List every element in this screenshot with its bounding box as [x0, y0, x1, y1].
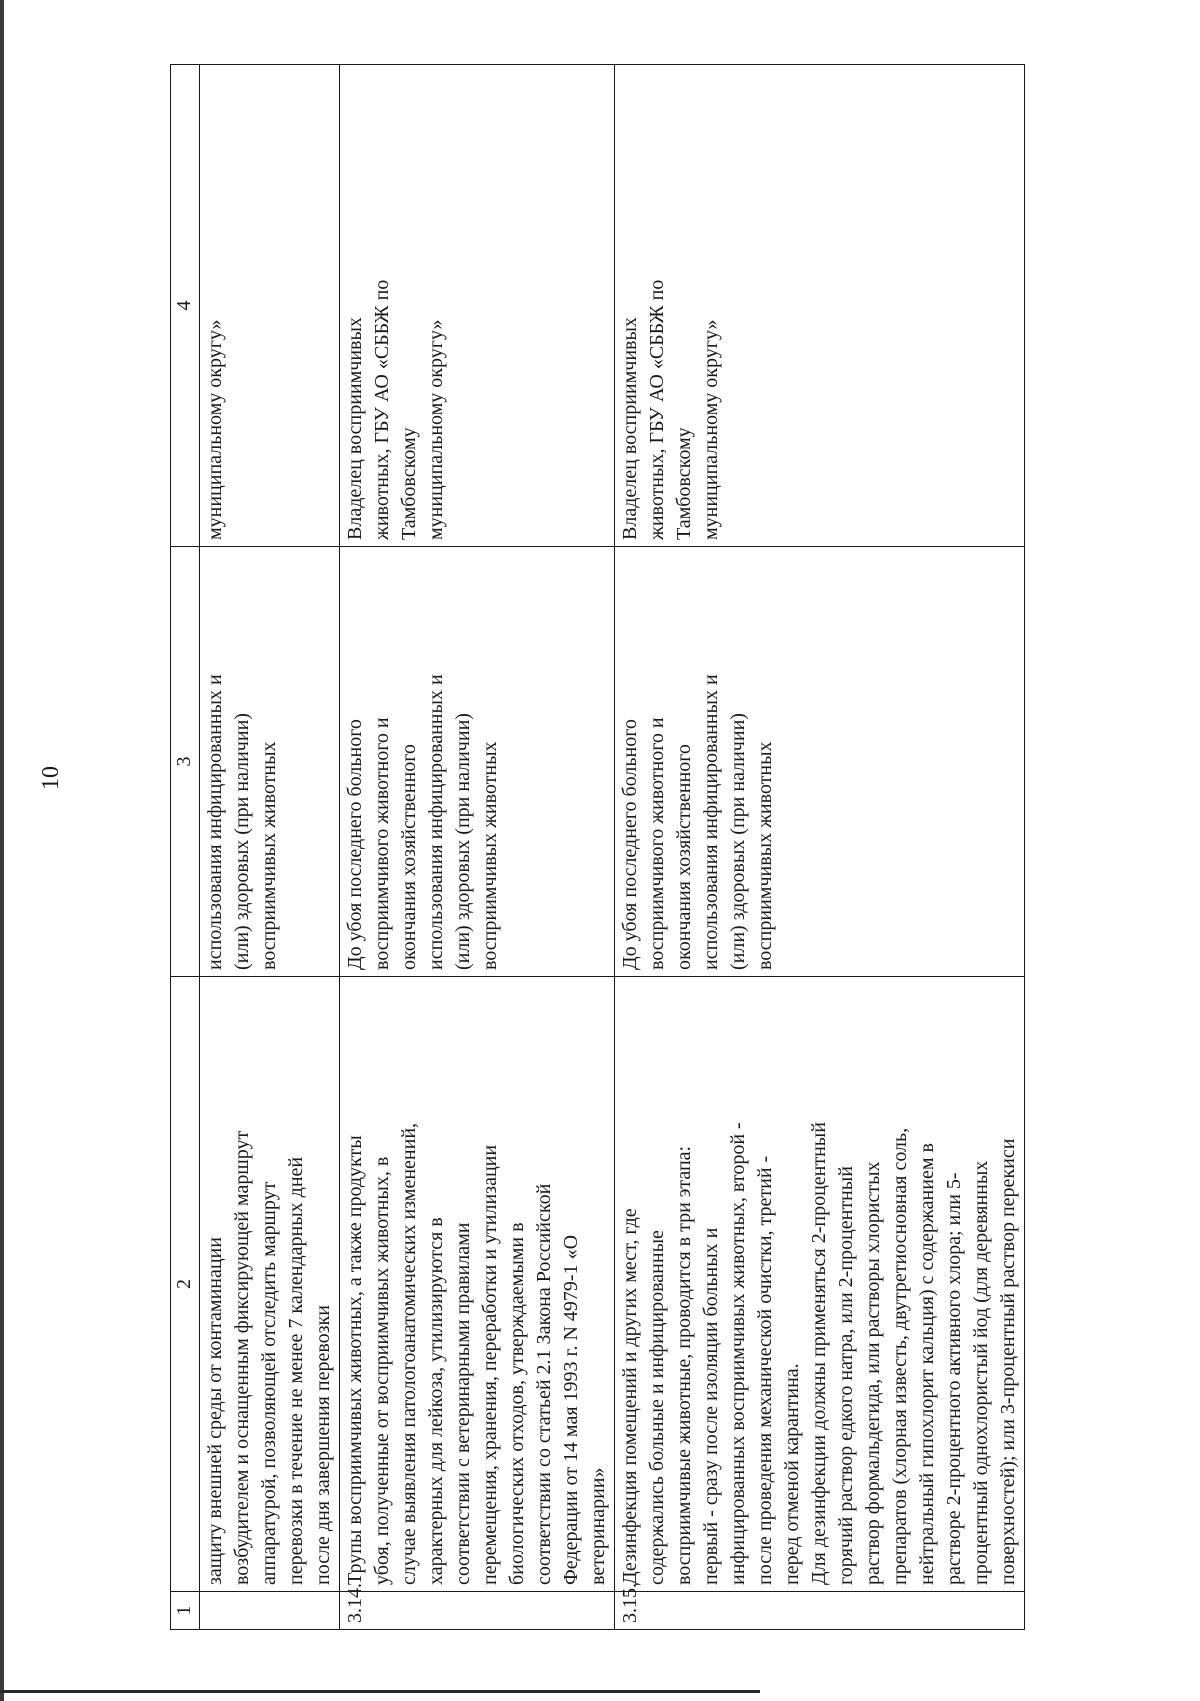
cell-line: растворе 2-процентного активного хлора; или 5- [943, 1172, 965, 1585]
document-table [170, 64, 1025, 1630]
table-cell-col4 [340, 65, 615, 547]
cell-line: соответствии со статьей 2.1 Закона Российской [533, 1183, 555, 1585]
table-cell-col3 [615, 547, 1025, 977]
cell-line: До убоя последнего больного [344, 719, 366, 970]
cell-line: поверхностей); или 3-процентный раствор перекиси [997, 1138, 1019, 1585]
cell-line: первый - сразу после изоляции больных и [700, 1227, 722, 1585]
column-header: 3 [171, 547, 200, 977]
rotated-table-container [170, 65, 1170, 1630]
cell-line: животных, ГБУ АО «СББЖ по [371, 279, 393, 540]
cell-line: использования инфицированных и [425, 674, 447, 970]
cell-line: восприимчивых животных [258, 741, 280, 970]
cell-line: До убоя последнего больного [619, 719, 641, 970]
cell-line: после проведения механической очистки, третий - [754, 1155, 776, 1585]
row-number [200, 1592, 340, 1630]
cell-line: горячий раствор едкого натра, или 2-процентный [835, 1166, 857, 1585]
cell-line: (или) здоровых (при наличии) [452, 713, 474, 970]
table-cell-col3 [340, 547, 615, 977]
row-number: 3.15. [615, 1592, 1025, 1630]
column-header: 4 [171, 65, 200, 547]
cell-line: использования инфицированных и [204, 674, 226, 970]
cell-line: (или) здоровых (при наличии) [727, 713, 749, 970]
cell-line: Для дезинфекции должны применяться 2-процентный [808, 1122, 830, 1585]
cell-line: муниципальному округу» [204, 319, 226, 540]
cell-line: Владелец восприимчивых [344, 317, 366, 540]
cell-line: соответствии с ветеринарными правилами [452, 1222, 474, 1585]
cell-line: препаратов (хлорная известь, двутретиосновная соль, [889, 1127, 911, 1585]
cell-line: использования инфицированных и [700, 674, 722, 970]
cell-line: Тамбовскому [398, 427, 420, 540]
column-header: 1 [171, 1592, 200, 1630]
cell-line: восприимчивые животные, проводится в три этапа: [673, 1145, 695, 1585]
scan-border-bottom [0, 1690, 760, 1693]
cell-line: восприимчивых животных [754, 741, 776, 970]
cell-line: содержались больные и инфицированные [646, 1230, 668, 1585]
table-cell-col3 [200, 547, 340, 977]
cell-line: перед отменой карантина. [781, 1363, 803, 1585]
table-cell-col4 [615, 65, 1025, 547]
cell-line: после дня завершения перевозки [312, 1305, 334, 1585]
cell-line: перевозки в течение не менее 7 календарных дней [285, 1156, 307, 1585]
cell-line: восприимчивого животного и [646, 717, 668, 970]
table-cell-col2 [200, 977, 340, 1592]
cell-line: Трупы восприимчивых животных, а также продукты [344, 1135, 366, 1585]
cell-line: окончания хозяйственного [398, 744, 420, 970]
cell-line: животных, ГБУ АО «СББЖ по [646, 279, 668, 540]
cell-line: восприимчивого животного и [371, 717, 393, 970]
cell-line: восприимчивых животных [479, 741, 501, 970]
table-cell-col2 [615, 977, 1025, 1592]
page-number: 10 [38, 766, 64, 790]
cell-line: муниципальному округу» [700, 319, 722, 540]
table-cell-col2 [340, 977, 615, 1592]
cell-line: окончания хозяйственного [673, 744, 695, 970]
cell-line: перемещения, хранения, переработки и утилизации [479, 1144, 501, 1585]
table-row [340, 65, 615, 1630]
cell-line: ветеринарии» [587, 1467, 609, 1585]
cell-line: Владелец восприимчивых [619, 317, 641, 540]
cell-line: нейтральный гипохлорит кальция) с содержанием в [916, 1143, 938, 1585]
cell-line: биологических отходов, утверждаемыми в [506, 1222, 528, 1585]
table-row [200, 65, 340, 1630]
cell-line: защиту внешней среды от контаминации [204, 1237, 226, 1585]
cell-line: инфицированных восприимчивых животных, второй - [727, 1122, 749, 1585]
cell-line: Дезинфекция помещений и других мест, где [619, 1208, 641, 1585]
table-cell-col4 [200, 65, 340, 547]
column-header: 2 [171, 977, 200, 1592]
cell-line: характерных для лейкоза, утилизируются в [425, 1217, 447, 1585]
cell-line: случае выявления патологоанатомических изменений, [398, 1122, 420, 1585]
cell-line: Тамбовскому [673, 427, 695, 540]
cell-line: (или) здоровых (при наличии) [231, 713, 253, 970]
scan-border [0, 0, 4, 1701]
cell-line: раствор формальдегида, или растворы хлористых [862, 1161, 884, 1585]
cell-line: муниципальному округу» [425, 319, 447, 540]
cell-line: процентный однохлористый йод (для деревянных [970, 1160, 992, 1585]
table-row [615, 65, 1025, 1630]
cell-line: убоя, полученные от восприимчивых животных, в [371, 1156, 393, 1585]
cell-line: возбудителем и оснащенным фиксирующей маршрут [231, 1130, 253, 1585]
table-header-row [171, 65, 200, 1630]
cell-line: Федерации от 14 мая 1993 г. N 4979-1 «О [560, 1234, 582, 1585]
row-number: 3.14. [340, 1592, 615, 1630]
cell-line: аппаратурой, позволяющей отследить маршрут [258, 1181, 280, 1585]
